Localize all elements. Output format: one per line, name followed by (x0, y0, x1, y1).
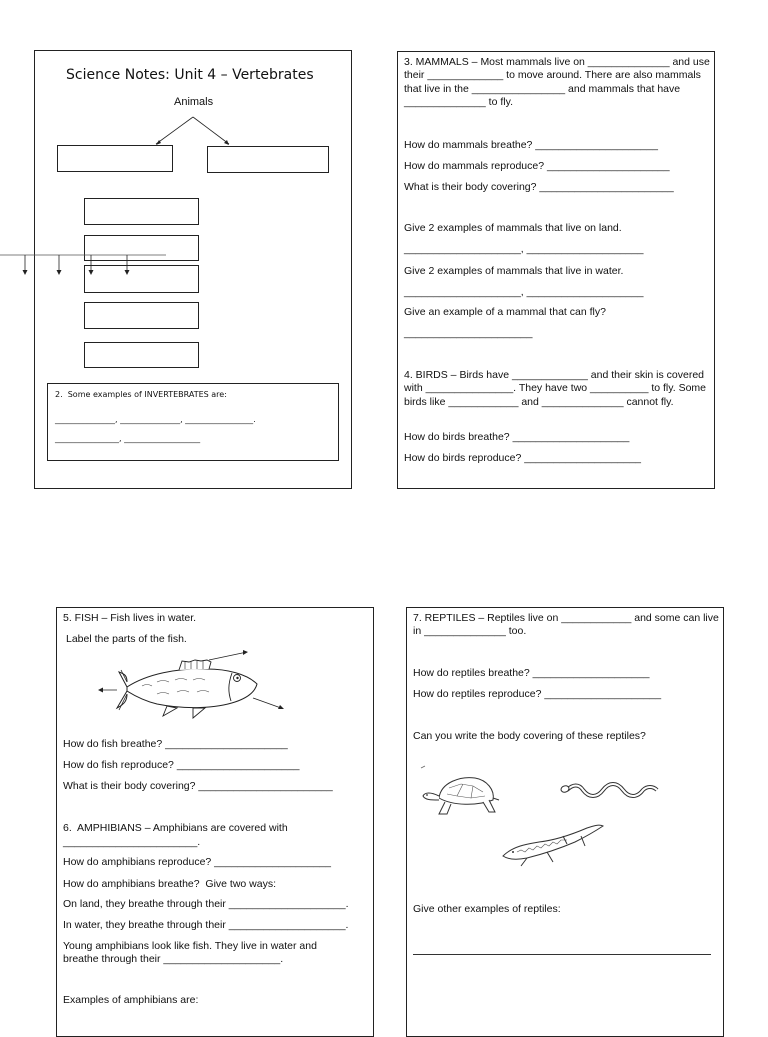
invertebrates-heading: 2. Some examples of INVERTEBRATES are: (55, 390, 227, 399)
amphibians-examples-label: Examples of amphibians are: (63, 994, 199, 1006)
reptiles-reproduce-question[interactable]: How do reptiles reproduce? ____________________ (413, 688, 662, 700)
reptiles-illustration (417, 766, 687, 876)
fish-label-instruction: Label the parts of the fish. (66, 633, 187, 645)
invertebrates-box (47, 383, 339, 461)
amphibians-heading: 6. AMPHIBIANS – Amphibians are covered with (63, 822, 288, 834)
invertebrates-blanks-1[interactable]: _______________, _______________, _________________. (55, 415, 256, 424)
birds-breathe-question[interactable]: How do birds breathe? ____________________ (404, 431, 630, 443)
snake-drawing (561, 784, 657, 796)
mammals-fly-question: Give an example of a mammal that can fly? (404, 306, 606, 318)
vertebrate-group-box-left[interactable] (57, 145, 173, 172)
mammals-breathe-question[interactable]: How do mammals breathe? _____________________ (404, 139, 658, 151)
connector-arrows (0, 250, 200, 280)
vertebrate-group-box-right[interactable] (207, 146, 329, 173)
mammals-reproduce-question[interactable]: How do mammals reproduce? _____________________ (404, 160, 670, 172)
category-box-5[interactable] (84, 342, 199, 368)
mammals-fly-blank[interactable]: ______________________ (404, 327, 533, 339)
mammals-covering-question[interactable]: What is their body covering? _______________________ (404, 181, 674, 193)
reptiles-answer-line[interactable] (413, 954, 711, 955)
fish-reproduce-question[interactable]: How do fish reproduce? _____________________ (63, 759, 300, 771)
fish-amphibians-panel (56, 607, 374, 1037)
turtle-drawing (421, 766, 499, 814)
birds-paragraph[interactable]: 4. BIRDS – Birds have _____________ and their skin is covered with _______________. They have two __________ to fly. Some birds like ____________ and ______________ cannot fly. (404, 369, 707, 408)
reptiles-paragraph[interactable]: 7. REPTILES – Reptiles live on ____________ and some can live in ______________ too. (413, 612, 719, 638)
mammals-water-blanks[interactable]: ____________________, ____________________ (404, 286, 644, 298)
amphibians-covering-blank[interactable]: _______________________. (63, 836, 201, 848)
amphibians-breathe-question: How do amphibians breathe? Give two ways: (63, 878, 277, 890)
invertebrates-blanks-2[interactable]: ________________, ___________________ (55, 434, 201, 443)
reptiles-panel (406, 607, 724, 1037)
reptiles-other-question: Give other examples of reptiles: (413, 903, 561, 915)
category-box-1[interactable] (84, 198, 199, 225)
amphibians-reproduce-question[interactable]: How do amphibians reproduce? ____________________ (63, 856, 331, 868)
fish-covering-question[interactable]: What is their body covering? _______________________ (63, 780, 333, 792)
category-box-4[interactable] (84, 302, 199, 329)
fish-breathe-question[interactable]: How do fish breathe? _____________________ (63, 738, 288, 750)
on-land-breathe[interactable]: On land, they breathe through their ____________________. (63, 898, 349, 910)
fish-heading: 5. FISH – Fish lives in water. (63, 612, 197, 624)
animals-label: Animals (174, 96, 214, 108)
fish-illustration (97, 656, 297, 726)
mammals-birds-panel (397, 51, 715, 489)
mammals-land-blanks[interactable]: ____________________, ____________________ (404, 243, 644, 255)
reptiles-covering-question: Can you write the body covering of these reptiles? (413, 730, 646, 742)
in-water-breathe[interactable]: In water, they breathe through their ____________________. (63, 919, 349, 931)
reptiles-breathe-question[interactable]: How do reptiles breathe? ____________________ (413, 667, 650, 679)
crocodile-drawing (503, 825, 603, 866)
young-amphibians-paragraph[interactable]: Young amphibians look like fish. They live in water and breathe through their ____________________. (63, 940, 317, 966)
mammals-water-question: Give 2 examples of mammals that live in water. (404, 265, 624, 277)
mammals-land-question: Give 2 examples of mammals that live on land. (404, 222, 622, 234)
birds-reproduce-question[interactable]: How do birds reproduce? ____________________ (404, 452, 642, 464)
mammals-paragraph[interactable]: 3. MAMMALS – Most mammals live on ______________ and use their _____________ to move around. There are also mammals that live in the ________________ and mammals that have ______________ to fly. (404, 56, 710, 109)
page-title: Science Notes: Unit 4 – Vertebrates (66, 67, 314, 83)
